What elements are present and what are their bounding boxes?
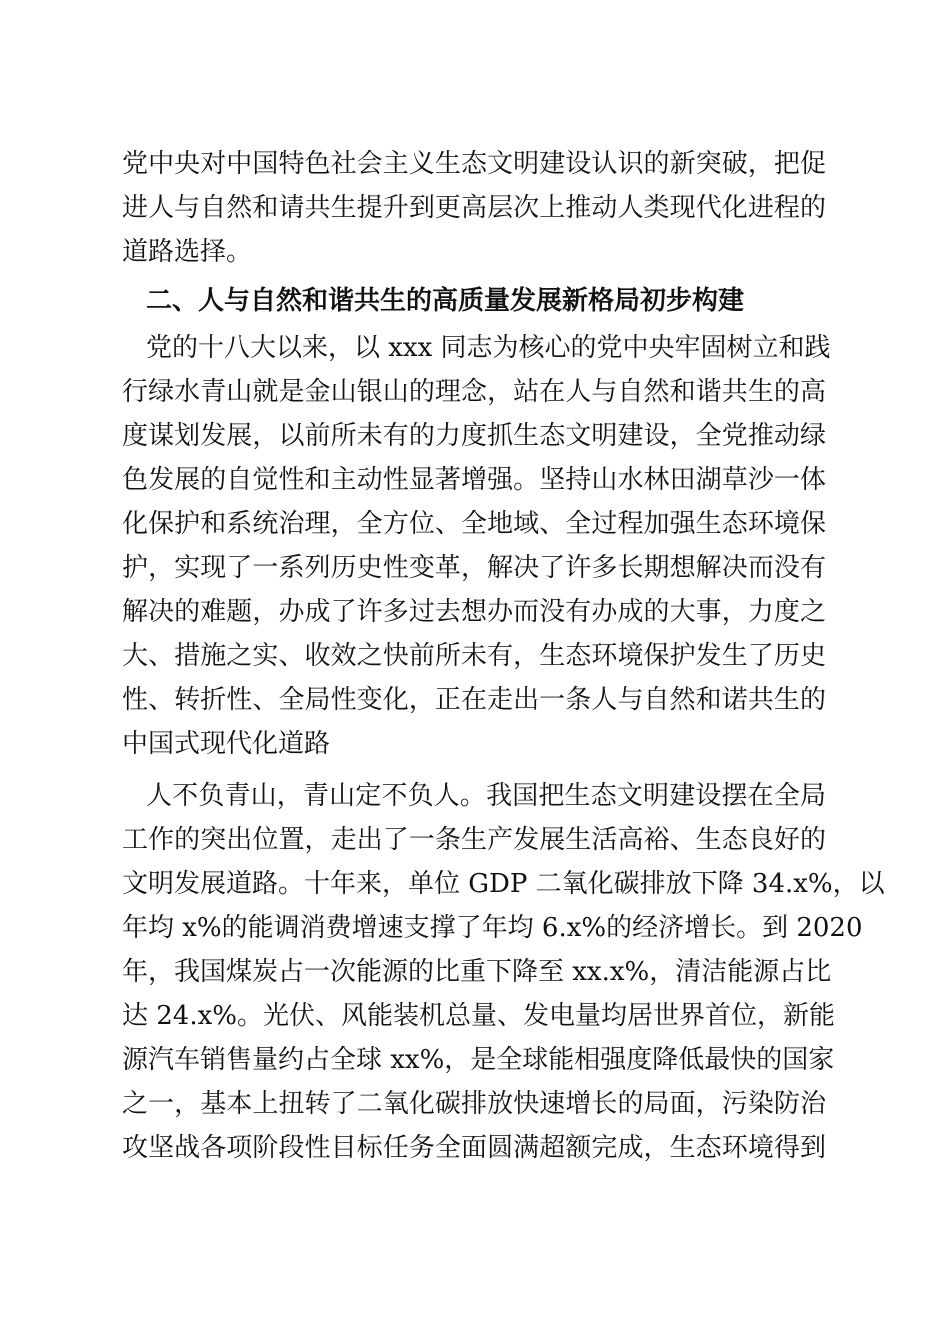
text-line: 党的十八大以来，以 xxx 同志为核心的党中央牢固树立和践 (146, 333, 831, 363)
text-line: 进人与自然和请共生提升到更高层次上推动人类现代化进程的 (122, 193, 826, 223)
text-line: 年，我国煤炭占一次能源的比重下降至 xx.x%，清洁能源占比 (122, 957, 832, 987)
text-line: 之一，基本上扭转了二氧化碳排放快速增长的局面，污染防治 (122, 1089, 826, 1119)
text-line: 工作的突出位置，走出了一条生产发展生活高裕、生态良好的 (122, 825, 826, 855)
text-line: 中国式现代化道路 (122, 729, 331, 759)
text-line: 攻坚战各项阶段性目标任务全面圆满超额完成，生态环境得到 (122, 1133, 826, 1163)
text-line: 大、措施之实、收效之快前所未有，生态环境保护发生了历史 (122, 641, 826, 671)
text-line: 党中央对中国特色社会主义生态文明建设认识的新突破，把促 (122, 149, 826, 179)
text-line: 行绿水青山就是金山银山的理念，站在人与自然和谐共生的高 (122, 377, 826, 407)
text-line: 达 24.x%。光伏、风能装机总量、发电量均居世界首位，新能 (122, 1001, 835, 1031)
text-line: 年均 x%的能调消费增速支撑了年均 6.x%的经济增长。到 2020 (122, 913, 863, 943)
paragraph-3 (122, 774, 885, 1170)
paragraph-spacer (122, 766, 826, 774)
paragraph-2 (122, 326, 831, 766)
text-line: 人不负青山，青山定不负人。我国把生态文明建设摆在全局 (146, 781, 826, 811)
text-line: 解决的难题，办成了许多过去想办而没有办成的大事，力度之 (122, 597, 826, 627)
text-line: 性、转折性、全局性变化，正在走出一条人与自然和诺共生的 (122, 685, 826, 715)
text-line: 道路选择。 (122, 237, 253, 267)
text-line: 色发展的自觉性和主动性显著增强。坚持山水林田湖草沙一体 (122, 465, 826, 495)
text-line: 化保护和系统治理，全方位、全地域、全过程加强生态环境保 (122, 509, 826, 539)
text-line: 度谋划发展，以前所未有的力度抓生态文明建设，全党推动绿 (122, 421, 826, 451)
document-page (122, 142, 885, 1170)
paragraph-1 (122, 142, 826, 274)
text-line: 文明发展道路。十年来，单位 GDP 二氧化碳排放下降 34.x%，以 (122, 869, 885, 899)
section-heading: 二、人与自然和谐共生的高质量发展新格局初步构建 (146, 286, 745, 316)
text-line: 护，实现了一系列历史性变革，解决了许多长期想解决而没有 (122, 553, 826, 583)
text-line: 源汽车销售量约占全球 xx%，是全球能相强度降低最快的国家 (122, 1045, 835, 1075)
